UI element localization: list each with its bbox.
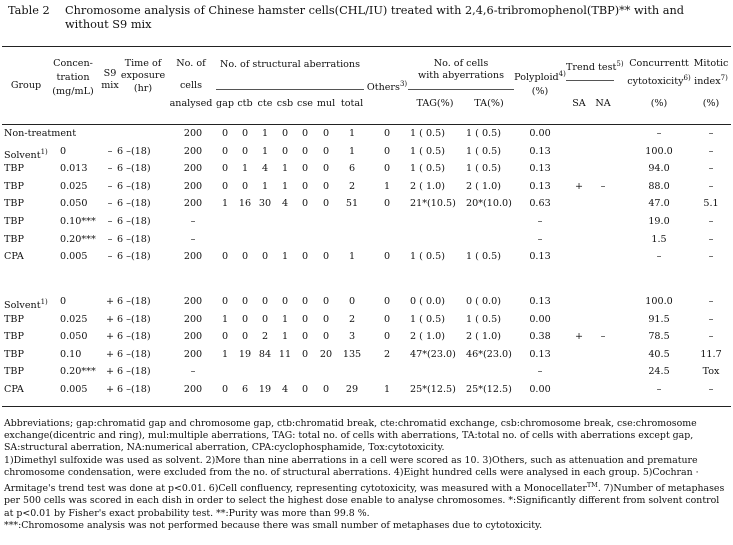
- row-s9-plus-ta-2: 2 ( 1.0): [466, 331, 501, 343]
- row-s9-minus-time-4: 6 –(18): [117, 198, 151, 210]
- row-s9-plus-others-3: 2: [383, 348, 391, 360]
- row-s9-plus-n-5: 200: [183, 384, 203, 395]
- row-s9-plus-cte-1: 0: [261, 313, 269, 325]
- row-s9-minus-mito-6: –: [708, 233, 714, 245]
- header-ncells-3: analysed: [169, 98, 213, 109]
- row-s9-plus-group-3: TBP: [4, 348, 24, 360]
- row-s9-minus-csb-3: 1: [281, 180, 289, 192]
- row-s9-minus-time-1: 6 –(18): [117, 145, 151, 157]
- row-s9-minus-s9-4: –: [107, 198, 113, 210]
- row-s9-plus-cyto-0: 100.0: [645, 296, 673, 307]
- header-others-sup: 3): [399, 80, 408, 88]
- row-s9-plus-cyto-1: 91.5: [648, 313, 670, 325]
- row-s9-plus-poly-2: 0.38: [529, 331, 551, 343]
- row-s9-minus-ctb-7: 0: [241, 251, 249, 263]
- row-s9-minus-s9-1: –: [107, 145, 113, 157]
- row-s9-minus-cse-3: 0: [301, 180, 309, 192]
- row-s9-minus-ta-3: 2 ( 1.0): [466, 180, 501, 192]
- header-cyto-1: Concurrentt: [629, 58, 689, 69]
- row-s9-plus-mito-2: –: [708, 331, 714, 343]
- row-s9-minus-poly-6: –: [537, 233, 543, 245]
- row-s9-minus-cte-0: 1: [261, 128, 269, 139]
- row-s9-plus-csb-3: 11: [278, 348, 292, 360]
- row-s9-minus-group-0: Non-treatment: [4, 128, 77, 139]
- row-s9-plus-s9-0: +: [105, 296, 115, 307]
- row-s9-plus-mito-0: –: [708, 296, 714, 307]
- row-s9-plus-tag-2: 2 ( 1.0): [410, 331, 445, 343]
- row-s9-minus-ctb-0: 0: [241, 128, 249, 139]
- row-s9-minus-cyto-0: –: [656, 128, 662, 139]
- row-s9-minus-cte-1: 1: [261, 145, 269, 157]
- row-s9-minus-others-1: 0: [383, 145, 391, 157]
- row-s9-minus-poly-2: 0.13: [529, 163, 551, 175]
- row-s9-minus-tag-1: 1 ( 0.5): [410, 145, 445, 157]
- row-s9-plus-group-2: TBP: [4, 331, 24, 343]
- row-s9-minus-ta-7: 1 ( 0.5): [466, 251, 501, 263]
- row-s9-plus-time-0: 6 –(18): [117, 296, 151, 307]
- row-s9-plus-time-4: 6 –(18): [117, 366, 151, 378]
- row-s9-minus-time-7: 6 –(18): [117, 251, 151, 263]
- caption-title: Chromosome analysis of Chinese hamster cells(CHL/IU) treated with 2,4,6-tribromophenol(TBP)** with and without S9 mix: [65, 4, 684, 31]
- header-mito-3: (%): [702, 98, 720, 109]
- row-s9-minus-cyto-7: –: [656, 251, 662, 263]
- row-s9-minus-cte-3: 1: [261, 180, 269, 192]
- row-s9-plus-ta-3: 46*(23.0): [466, 348, 512, 360]
- header-time-1: Time of: [124, 58, 162, 69]
- row-s9-minus-total-4: 51: [345, 198, 359, 210]
- row-s9-plus-poly-1: 0.00: [529, 313, 551, 325]
- header-time-2: exposure: [120, 70, 166, 81]
- row-s9-plus-tag-3: 47*(23.0): [410, 348, 456, 360]
- row-s9-plus-time-3: 6 –(18): [117, 348, 151, 360]
- note-abbreviations: Abbreviations; gap:chromatid gap and chromosome gap, ctb:chromatid break, cte:chromatid exchange, csb:chromosome break, cse:chromosome exchange(dicentric and ring), mul:multiple aberrations, TAG: total no. of cells with aberrations, TA:total no. of cells with aberrations except gap, SA:structural aberration, NA:numerical aberration, CPA:cyclophosphamide, Tox:cytotoxicity.: [4, 418, 697, 454]
- row-s9-plus-s9-4: +: [105, 366, 115, 378]
- header-sa: SA: [572, 98, 586, 109]
- row-s9-minus-group-3: TBP: [4, 180, 24, 192]
- row-s9-plus-total-3: 135: [342, 348, 362, 360]
- row-s9-plus-cte-2: 2: [261, 331, 269, 343]
- row-s9-minus-n-2: 200: [183, 163, 203, 175]
- row-s9-plus-poly-0: 0.13: [529, 296, 551, 307]
- row-s9-minus-poly-5: –: [537, 216, 543, 227]
- row-s9-minus-ta-1: 1 ( 0.5): [466, 145, 501, 157]
- row-s9-plus-gap-5: 0: [221, 384, 229, 395]
- row-s9-minus-n-6: –: [190, 233, 196, 245]
- row-s9-minus-s9-3: –: [107, 180, 113, 192]
- row-s9-minus-mul-4: 0: [322, 198, 330, 210]
- header-s9-2: mix: [101, 80, 119, 91]
- row-s9-minus-cyto-3: 88.0: [648, 180, 670, 192]
- header-cse: cse: [297, 98, 313, 109]
- row-s9-minus-tag-4: 21*(10.5): [410, 198, 456, 210]
- row-s9-plus-ta-0: 0 ( 0.0): [466, 296, 501, 307]
- row-s9-plus-cse-3: 0: [301, 348, 309, 360]
- row-s9-minus-n-0: 200: [183, 128, 203, 139]
- header-s9-1: S9: [103, 68, 117, 79]
- row-s9-plus-time-2: 6 –(18): [117, 331, 151, 343]
- header-trend: [566, 58, 624, 74]
- row-s9-plus-time-5: 6 –(18): [117, 384, 151, 395]
- caption-label: Table 2: [8, 4, 50, 17]
- row-s9-plus-mito-1: –: [708, 313, 714, 325]
- row-s9-minus-csb-1: 0: [281, 145, 289, 157]
- row-s9-plus-cse-2: 0: [301, 331, 309, 343]
- row-s9-plus-ctb-3: 19: [238, 348, 252, 360]
- header-cells-ab-2: with abyerrations: [417, 70, 505, 81]
- row-s9-minus-mito-3: –: [708, 180, 714, 192]
- row-s9-minus-others-0: 0: [383, 128, 391, 139]
- row-s9-minus-cyto-5: 19.0: [648, 216, 670, 227]
- header-others: [366, 78, 408, 94]
- row-s9-minus-total-2: 6: [348, 163, 356, 175]
- row-s9-plus-conc-5: 0.005: [60, 384, 88, 395]
- row-s9-minus-mito-4: 5.1: [703, 198, 719, 210]
- row-s9-plus-poly-5: 0.00: [529, 384, 551, 395]
- row-s9-plus-conc-1: 0.025: [60, 313, 88, 325]
- row-s9-minus-ctb-2: 1: [241, 163, 249, 175]
- header-csb: csb: [276, 98, 294, 109]
- cells-ab-underline: [408, 89, 514, 90]
- row-s9-plus-n-0: 200: [183, 296, 203, 307]
- row-s9-minus-gap-7: 0: [221, 251, 229, 263]
- header-conc-1: Concen-: [53, 58, 93, 69]
- header-cyto-2-label: cytotoxicity: [627, 76, 684, 88]
- row-s9-plus-s9-1: +: [105, 313, 115, 325]
- row-s9-plus-ta-1: 1 ( 0.5): [466, 313, 501, 325]
- row-s9-minus-mul-7: 0: [322, 251, 330, 263]
- row-s9-minus-group-5: TBP: [4, 216, 24, 227]
- row-s9-minus-mito-7: –: [708, 251, 714, 263]
- row-s9-plus-csb-5: 4: [281, 384, 289, 395]
- row-s9-minus-conc-7: 0.005: [60, 251, 88, 263]
- row-s9-minus-cse-7: 0: [301, 251, 309, 263]
- row-s9-plus-gap-2: 0: [221, 331, 229, 343]
- row-s9-minus-gap-1: 0: [221, 145, 229, 157]
- row-s9-minus-tag-7: 1 ( 0.5): [410, 251, 445, 263]
- row-s9-minus-ta-2: 1 ( 0.5): [466, 163, 501, 175]
- row-s9-minus-time-2: 6 –(18): [117, 163, 151, 175]
- row-s9-minus-poly-7: 0.13: [529, 251, 551, 263]
- row-s9-minus-cse-1: 0: [301, 145, 309, 157]
- header-mito-1: Mitotic: [693, 58, 729, 69]
- row-s9-minus-ta-4: 20*(10.0): [466, 198, 512, 210]
- row-s9-minus-ctb-4: 16: [238, 198, 252, 210]
- row-s9-minus-gap-2: 0: [221, 163, 229, 175]
- row-s9-minus-s9-5: –: [107, 216, 113, 227]
- row-s9-minus-gap-0: 0: [221, 128, 229, 139]
- row-s9-minus-mul-1: 0: [322, 145, 330, 157]
- row-s9-plus-group-1: TBP: [4, 313, 24, 325]
- row-s9-minus-total-7: 1: [348, 251, 356, 263]
- row-s9-plus-s9-5: +: [105, 384, 115, 395]
- row-s9-minus-mul-2: 0: [322, 163, 330, 175]
- row-s9-minus-sa-3: +: [574, 180, 584, 192]
- row-s9-plus-mito-3: 11.7: [700, 348, 722, 360]
- row-s9-plus-total-2: 3: [348, 331, 356, 343]
- row-s9-minus-poly-0: 0.00: [529, 128, 551, 139]
- header-mul: mul: [316, 98, 336, 109]
- row-s9-minus-mul-0: 0: [322, 128, 330, 139]
- header-conc-2: tration: [56, 72, 90, 83]
- header-polyploid-unit: (%): [531, 86, 549, 97]
- row-s9-plus-cse-5: 0: [301, 384, 309, 395]
- row-s9-plus-ctb-0: 0: [241, 296, 249, 307]
- row-s9-plus-ctb-2: 0: [241, 331, 249, 343]
- top-rule: [2, 46, 731, 47]
- row-s9-plus-others-5: 1: [383, 384, 391, 395]
- row-s9-plus-gap-1: 1: [221, 313, 229, 325]
- header-others-label: Others: [366, 82, 400, 94]
- row-s9-minus-ctb-1: 0: [241, 145, 249, 157]
- row-s9-minus-others-2: 0: [383, 163, 391, 175]
- header-ta: TA(%): [474, 98, 504, 109]
- row-s9-minus-cse-2: 0: [301, 163, 309, 175]
- row-s9-plus-tag-5: 25*(12.5): [410, 384, 456, 395]
- row-s9-plus-ctb-5: 6: [241, 384, 249, 395]
- header-trend-sup: 5): [616, 60, 624, 68]
- header-cyto-2: [624, 72, 694, 88]
- row-s9-plus-mul-5: 0: [322, 384, 330, 395]
- row-s9-minus-cse-0: 0: [301, 128, 309, 139]
- row-s9-plus-na-2: –: [600, 331, 606, 343]
- row-s9-minus-group-sup-1: 1): [40, 147, 48, 156]
- trend-underline: [566, 80, 614, 81]
- row-s9-minus-cte-4: 30: [258, 198, 272, 210]
- row-s9-minus-csb-2: 1: [281, 163, 289, 175]
- row-s9-plus-n-3: 200: [183, 348, 203, 360]
- header-mito-2-label: index: [694, 76, 721, 88]
- row-s9-plus-tag-1: 1 ( 0.5): [410, 313, 445, 325]
- header-polyploid-label: Polyploid: [514, 72, 559, 84]
- row-s9-plus-sa-2: +: [574, 331, 584, 343]
- row-s9-minus-cte-7: 0: [261, 251, 269, 263]
- header-cyto-3: (%): [650, 98, 668, 109]
- header-tag: TAG(%): [416, 98, 454, 109]
- row-s9-plus-ta-5: 25*(12.5): [466, 384, 512, 395]
- row-s9-plus-cyto-2: 78.5: [648, 331, 670, 343]
- row-s9-plus-cyto-4: 24.5: [648, 366, 670, 378]
- header-rule: [2, 124, 731, 125]
- row-s9-minus-others-3: 1: [383, 180, 391, 192]
- row-s9-plus-csb-2: 1: [281, 331, 289, 343]
- row-s9-plus-cyto-5: –: [656, 384, 662, 395]
- row-s9-minus-conc-2: 0.013: [60, 163, 88, 175]
- header-mito-2: [690, 72, 732, 88]
- row-s9-plus-conc-2: 0.050: [60, 331, 88, 343]
- row-s9-plus-csb-0: 0: [281, 296, 289, 307]
- struct-underline: [216, 89, 364, 90]
- row-s9-plus-cyto-3: 40.5: [648, 348, 670, 360]
- row-s9-plus-cte-5: 19: [258, 384, 272, 395]
- note-no-analysis: ***:Chromosome analysis was not performed because there was small number of metaphases due to cytotoxicity.: [4, 519, 543, 531]
- row-s9-plus-tag-0: 0 ( 0.0): [410, 296, 445, 307]
- row-s9-minus-mito-1: –: [708, 145, 714, 157]
- row-s9-minus-s9-7: –: [107, 251, 113, 263]
- row-s9-minus-s9-2: –: [107, 163, 113, 175]
- row-s9-minus-time-3: 6 –(18): [117, 180, 151, 192]
- row-s9-plus-s9-3: +: [105, 348, 115, 360]
- row-s9-minus-na-3: –: [600, 180, 606, 192]
- row-s9-plus-gap-3: 1: [221, 348, 229, 360]
- row-s9-minus-n-1: 200: [183, 145, 203, 157]
- row-s9-plus-cte-3: 84: [258, 348, 272, 360]
- header-cyto-sup: 6): [683, 74, 691, 82]
- note-footnotes-b: . 7)Number of metaphases per 500 cells was scored in each dish in order to select the highest dose enable to analyse chromosomes. *:Significantly different from solvent control at p<0.01 by Fisher's exact probability test. **:Purity was more than 99.8 %.: [4, 483, 725, 519]
- header-gap: gap: [215, 98, 234, 109]
- row-s9-minus-n-3: 200: [183, 180, 203, 192]
- header-time-3: (hr): [133, 83, 153, 94]
- row-s9-minus-csb-7: 1: [281, 251, 289, 263]
- row-s9-minus-time-5: 6 –(18): [117, 216, 151, 227]
- row-s9-minus-time-6: 6 –(18): [117, 233, 151, 245]
- row-s9-minus-gap-3: 0: [221, 180, 229, 192]
- row-s9-minus-others-4: 0: [383, 198, 391, 210]
- row-s9-minus-gap-4: 1: [221, 198, 229, 210]
- row-s9-minus-cyto-2: 94.0: [648, 163, 670, 175]
- header-total: total: [340, 98, 364, 109]
- header-structural: No. of structural aberrations: [219, 59, 361, 70]
- row-s9-plus-ctb-1: 0: [241, 313, 249, 325]
- note-footnotes: [4, 455, 730, 520]
- row-s9-plus-others-0: 0: [383, 296, 391, 307]
- row-s9-plus-conc-0: 0: [60, 296, 67, 307]
- row-s9-plus-cse-0: 0: [301, 296, 309, 307]
- bottom-rule: [2, 406, 731, 407]
- row-s9-plus-n-2: 200: [183, 331, 203, 343]
- row-s9-minus-group-2: TBP: [4, 163, 24, 175]
- row-s9-minus-poly-4: 0.63: [529, 198, 551, 210]
- header-polyploid: [514, 68, 566, 84]
- row-s9-minus-group-7: CPA: [4, 251, 24, 263]
- header-ctb: ctb: [237, 98, 253, 109]
- row-s9-minus-mito-0: –: [708, 128, 714, 139]
- row-s9-plus-poly-4: –: [537, 366, 543, 378]
- row-s9-plus-csb-1: 1: [281, 313, 289, 325]
- row-s9-minus-tag-3: 2 ( 1.0): [410, 180, 445, 192]
- row-s9-minus-group-6: TBP: [4, 233, 24, 245]
- row-s9-minus-n-7: 200: [183, 251, 203, 263]
- row-s9-plus-total-5: 29: [345, 384, 359, 395]
- header-conc-3: (mg/mL): [52, 86, 94, 97]
- row-s9-minus-ctb-3: 0: [241, 180, 249, 192]
- row-s9-minus-group-4: TBP: [4, 198, 24, 210]
- row-s9-plus-mito-4: Tox: [702, 366, 720, 378]
- row-s9-minus-mito-5: –: [708, 216, 714, 227]
- header-ncells-1: No. of: [176, 58, 206, 69]
- row-s9-plus-n-1: 200: [183, 313, 203, 325]
- row-s9-minus-poly-3: 0.13: [529, 180, 551, 192]
- row-s9-minus-n-5: –: [190, 216, 196, 227]
- row-s9-minus-conc-3: 0.025: [60, 180, 88, 192]
- row-s9-minus-conc-4: 0.050: [60, 198, 88, 210]
- row-s9-minus-n-4: 200: [183, 198, 203, 210]
- row-s9-minus-others-7: 0: [383, 251, 391, 263]
- row-s9-plus-cse-1: 0: [301, 313, 309, 325]
- row-s9-plus-mul-0: 0: [322, 296, 330, 307]
- row-s9-plus-group-4: TBP: [4, 366, 24, 378]
- row-s9-minus-cyto-4: 47.0: [648, 198, 670, 210]
- header-group: Group: [10, 80, 42, 91]
- row-s9-minus-cyto-6: 1.5: [651, 233, 667, 245]
- header-trend-label: Trend test: [566, 62, 617, 74]
- header-mito-sup: 7): [720, 74, 728, 82]
- note-footnotes-a: 1)Dimethyl sulfoxide was used as solvent. 2)More than nine aberrations in a cell were scored as 10. 3)Others, such as attenuation and premature chromosome condensation, were excluded from the no. of structural aberrations. 4)Eight hundred cells were analysed in each group. 5)Cochran · Armitage's trend test was done at p<0.01. 6)Cell confluency, representing cytotoxicity, was measured with a Monocellater: [4, 454, 699, 495]
- row-s9-minus-tag-0: 1 ( 0.5): [410, 128, 445, 139]
- row-s9-plus-mul-3: 20: [319, 348, 333, 360]
- row-s9-plus-mul-1: 0: [322, 313, 330, 325]
- header-polyploid-sup: 4): [558, 70, 566, 78]
- row-s9-minus-conc-1: 0: [60, 145, 67, 157]
- row-s9-minus-csb-0: 0: [281, 128, 289, 139]
- row-s9-plus-group-0: Solvent$^{1)}$: [4, 298, 48, 312]
- row-s9-minus-conc-6: 0.20***: [60, 233, 96, 245]
- row-s9-plus-others-2: 0: [383, 331, 391, 343]
- row-s9-plus-mul-2: 0: [322, 331, 330, 343]
- header-cte: cte: [257, 98, 273, 109]
- row-s9-minus-mul-3: 0: [322, 180, 330, 192]
- row-s9-plus-group-5: CPA: [4, 384, 24, 395]
- row-s9-plus-others-1: 0: [383, 313, 391, 325]
- row-s9-plus-poly-3: 0.13: [529, 348, 551, 360]
- row-s9-minus-cyto-1: 100.0: [645, 145, 673, 157]
- row-s9-plus-time-1: 6 –(18): [117, 313, 151, 325]
- row-s9-minus-total-3: 2: [348, 180, 356, 192]
- row-s9-plus-n-4: –: [190, 366, 196, 378]
- row-s9-minus-poly-1: 0.13: [529, 145, 551, 157]
- row-s9-minus-cte-2: 4: [261, 163, 269, 175]
- note-tm: TM: [586, 481, 598, 490]
- row-s9-minus-mito-2: –: [708, 163, 714, 175]
- row-s9-minus-conc-5: 0.10***: [60, 216, 96, 227]
- header-ncells-2: cells: [179, 80, 203, 91]
- header-cells-ab-1: No. of cells: [433, 58, 489, 69]
- row-s9-plus-gap-0: 0: [221, 296, 229, 307]
- header-na: NA: [595, 98, 611, 109]
- row-s9-minus-group-1: Solvent$^{1)}$: [4, 147, 48, 161]
- table-notes: [4, 418, 730, 532]
- row-s9-plus-conc-3: 0.10: [60, 348, 82, 360]
- row-s9-minus-total-1: 1: [348, 145, 356, 157]
- row-s9-minus-tag-2: 1 ( 0.5): [410, 163, 445, 175]
- row-s9-plus-cte-0: 0: [261, 296, 269, 307]
- row-s9-minus-s9-6: –: [107, 233, 113, 245]
- row-s9-minus-ta-0: 1 ( 0.5): [466, 128, 501, 139]
- row-s9-plus-s9-2: +: [105, 331, 115, 343]
- row-s9-minus-total-0: 1: [348, 128, 356, 139]
- row-s9-minus-csb-4: 4: [281, 198, 289, 210]
- row-s9-minus-cse-4: 0: [301, 198, 309, 210]
- row-s9-plus-total-1: 2: [348, 313, 356, 325]
- row-s9-plus-total-0: 0: [348, 296, 356, 307]
- row-s9-plus-group-sup-0: 1): [40, 298, 48, 306]
- row-s9-plus-mito-5: –: [708, 384, 714, 395]
- row-s9-plus-conc-4: 0.20***: [60, 366, 96, 378]
